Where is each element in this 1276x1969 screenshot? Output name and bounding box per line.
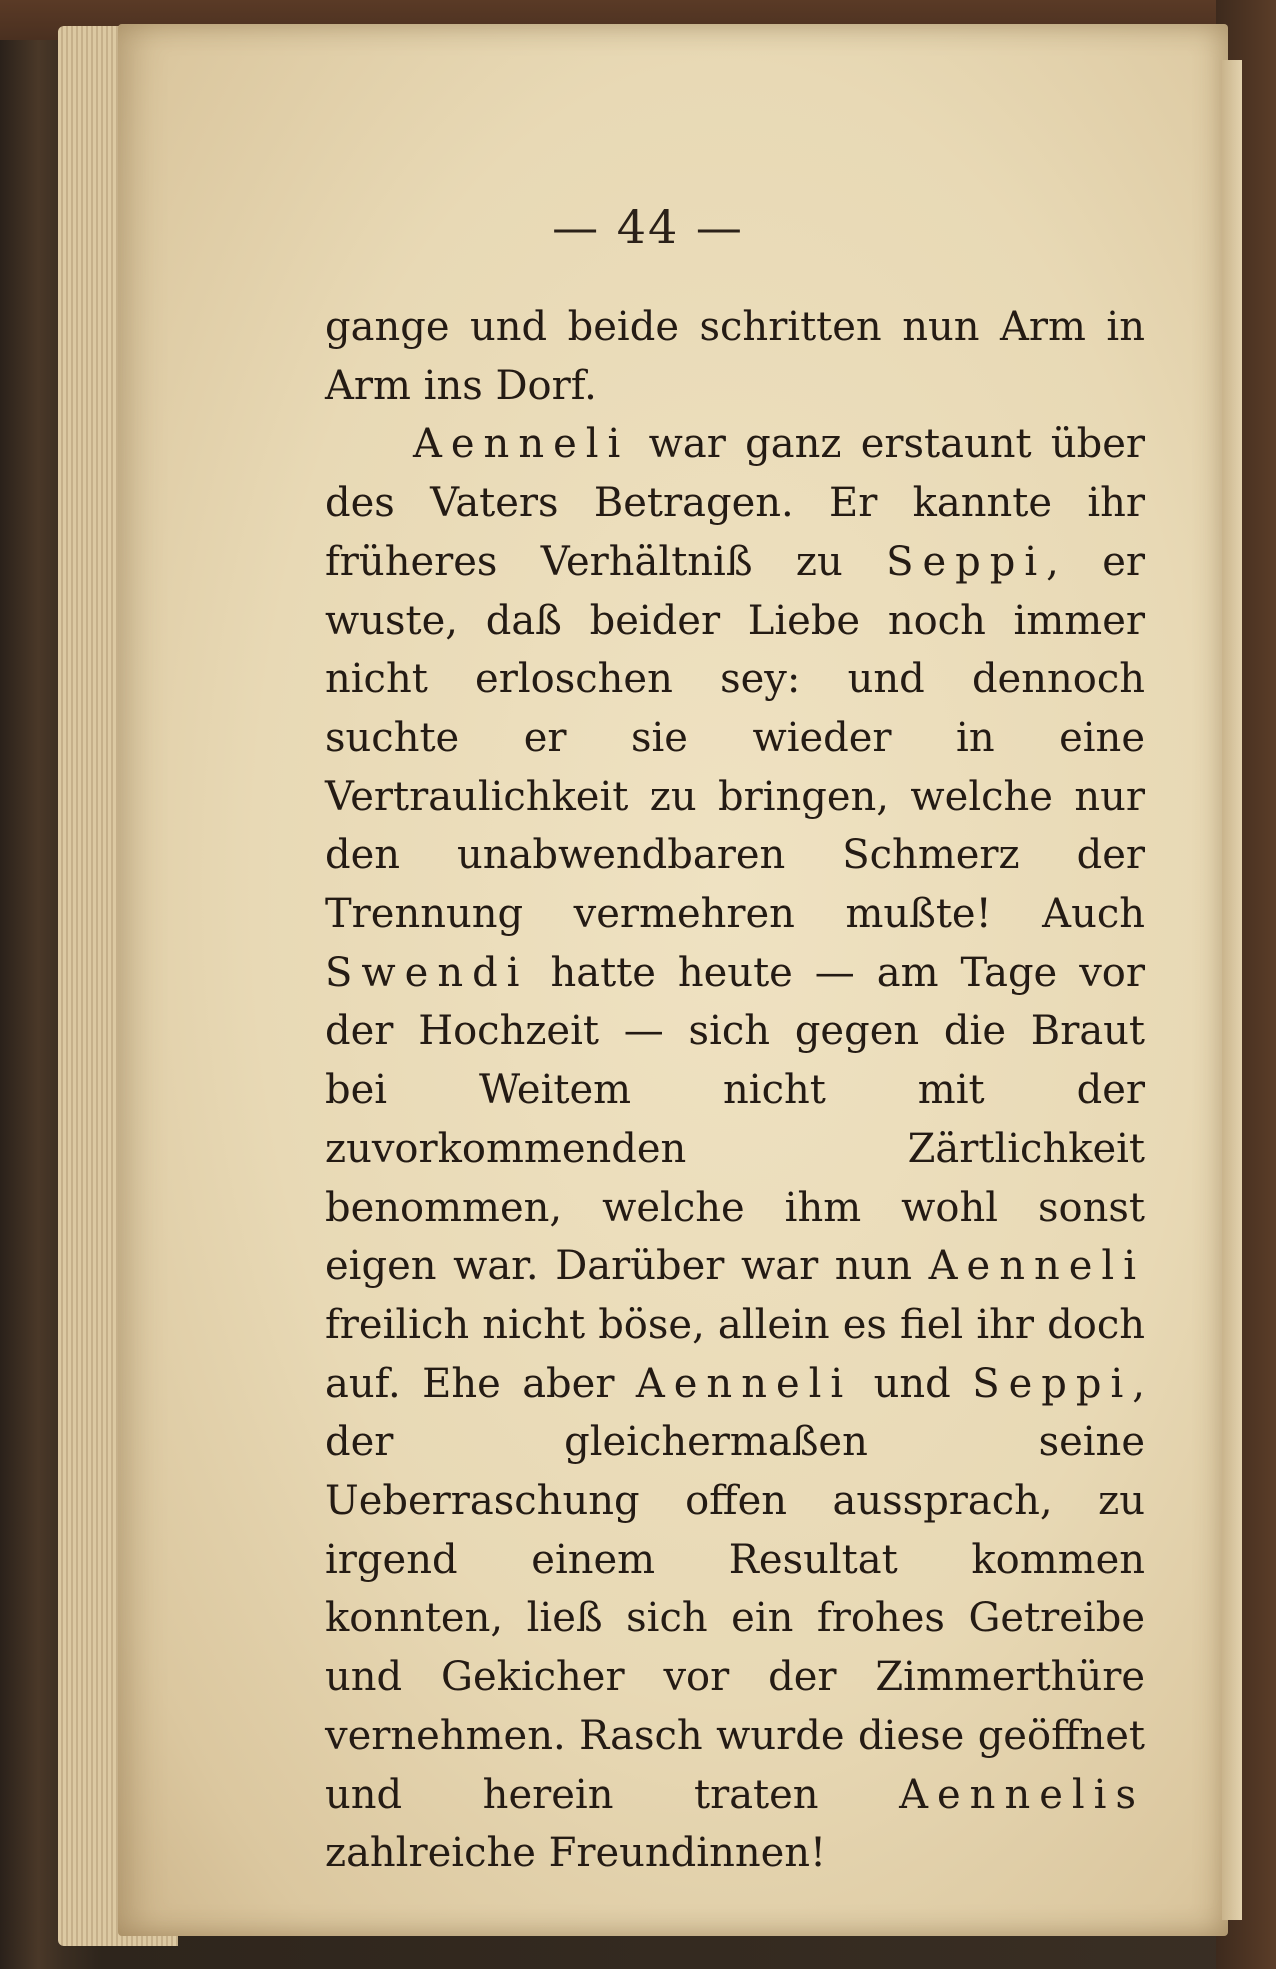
page-body-text [325,298,1145,1883]
text-run: , er wuste, daß beider Liebe noch immer nicht erloschen sey: und dennoch suchte er sie wieder in eine Vertraulichkeit zu bringen, welche nur den unabwendbaren Schmerz der Trennung vermehren mußte! Auch [325,538,1145,938]
spaced-name: Aenneli [928,1243,1145,1290]
spaced-name: Aennelis [899,1771,1145,1818]
next-page-edge [1222,60,1242,1920]
spaced-name: Aenneli [635,1360,853,1407]
spaced-name: Aenneli [413,421,630,468]
text-run: war ganz erstaunt über des Vaters Betragen. Er kannte ihr früheres Verhältniß zu [325,421,1145,585]
text-run: hatte heute — am Tage vor der Hochzeit — sich gegen die Braut bei Weitem nicht mit der zuvorkommenden Zärtlichkeit benommen, welche ihm wohl sonst eigen war. Darüber war nun [325,949,1145,1290]
spaced-name: Seppi [886,538,1047,585]
text-run: , der gleichermaßen seine Ueberraschung offen aussprach, zu irgend einem Resultat kommen konnten, ließ sich ein frohes Getreibe und Gekicher vor der Zimmerthüre vernehmen. Rasch wurde diese geöffnet und herein traten [325,1360,1145,1818]
spaced-name: Swendi [325,949,529,996]
text-run: zahlreiche Freundinnen! [325,1830,827,1877]
text-run: freilich nicht böse, allein es fiel ihr doch auf. Ehe aber [325,1301,1145,1407]
spaced-name: Seppi [972,1360,1133,1407]
paragraph [325,415,1145,1883]
text-run: gange und beide schritten nun Arm in Arm ins Dorf. [325,304,1145,409]
text-run: und [852,1360,973,1407]
page-number: — 44 — [552,200,744,254]
paragraph [325,298,1145,415]
